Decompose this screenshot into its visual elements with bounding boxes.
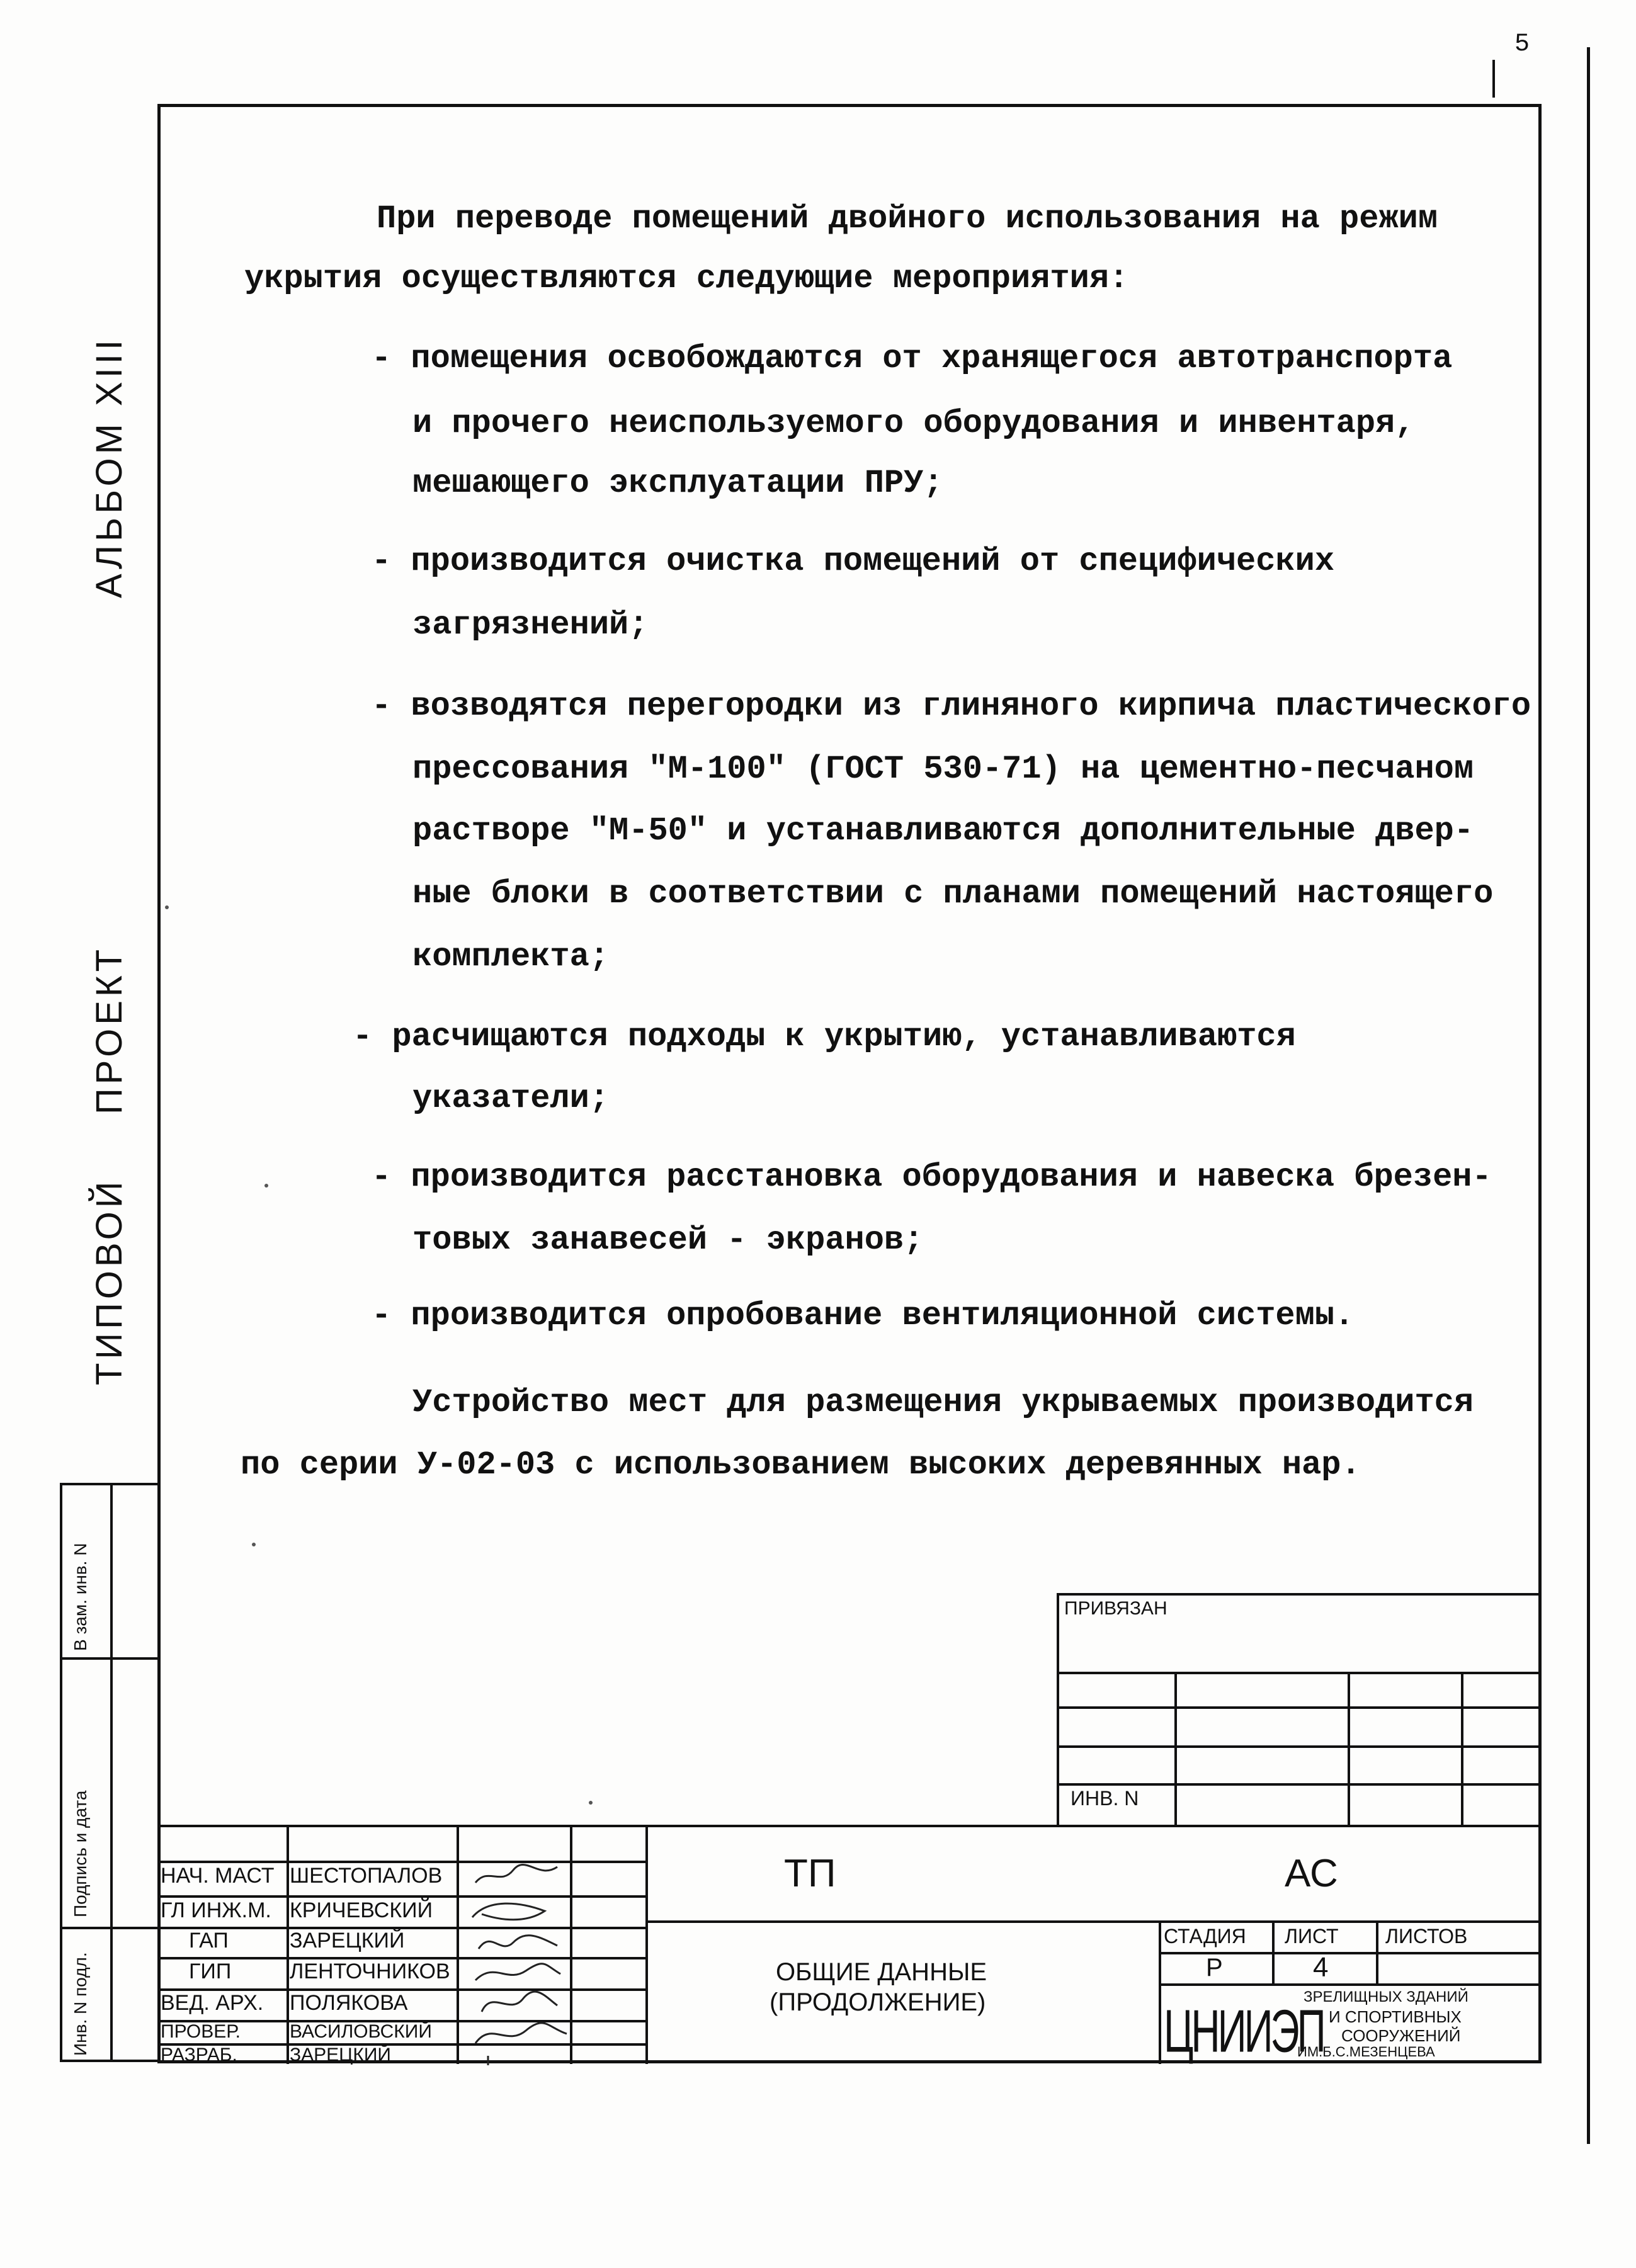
right-trim-line <box>1587 47 1590 2144</box>
name-cell: ЛЕНТОЧНИКОВ <box>290 1959 450 1983</box>
side-title-album: АЛЬБОМ XIII <box>89 336 130 598</box>
side-stamp-sign-date: Подпись и дата <box>71 1790 90 1917</box>
role-cell: ГИП <box>189 1959 232 1983</box>
side-stamp-divider <box>110 1483 113 2062</box>
role-cell: ПРОВЕР. <box>161 2021 241 2042</box>
privyazan-row <box>1057 1706 1542 1709</box>
name-cell: ВАСИЛОВСКИЙ <box>290 2021 432 2042</box>
side-title-project: ПРОЕКТ <box>89 945 130 1114</box>
org-logo: ЦНИИЭП <box>1164 1997 1324 2065</box>
privyazan-top-line <box>1057 1593 1542 1596</box>
privyazan-row <box>1057 1745 1542 1748</box>
privyazan-row <box>1057 1672 1542 1674</box>
titleblock-divider <box>645 1825 648 2064</box>
item2-line-1: - производится очистка помещений от специфических <box>372 543 1335 580</box>
org-line-3: СООРУЖЕНИЙ <box>1341 2026 1461 2045</box>
privyazan-col <box>1174 1672 1177 1826</box>
side-stamp-row-line <box>60 1657 161 1660</box>
item1-line-1: - помещения освобождаются от хранящегося автотранспорта <box>372 340 1453 377</box>
sheet-frame <box>157 104 1542 2063</box>
stage-row-line <box>1159 1983 1542 1986</box>
role-cell: РАЗРАБ. <box>161 2044 237 2065</box>
sheet-value: 4 <box>1313 1952 1329 1983</box>
scan-dot <box>252 1543 256 1546</box>
org-line-2: И СПОРТИВНЫХ <box>1329 2007 1462 2026</box>
side-stamp-inv-repl: В зам. инв. N <box>71 1543 90 1651</box>
name-cell: ПОЛЯКОВА <box>290 1991 408 2015</box>
org-line-1: ЗРЕЛИЩНЫХ ЗДАНИЙ <box>1304 1988 1468 2005</box>
intro-line-1: При переводе помещений двойного использования на режим <box>377 200 1438 237</box>
item3-line-4: ные блоки в соответствии с планами помещений настоящего <box>412 875 1494 912</box>
item5-line-2: товых занавесей - экранов; <box>412 1222 924 1259</box>
role-cell: ГЛ ИНЖ.М. <box>161 1898 271 1922</box>
item3-line-2: прессования "М-100" (ГОСТ 530-71) на цементно-песчаном <box>412 751 1474 788</box>
item4-line-2: указатели; <box>412 1080 610 1117</box>
album-code: АС <box>1285 1852 1338 1895</box>
side-stamp-row-line <box>60 1927 161 1929</box>
privyazan-row <box>1057 1783 1542 1786</box>
item1-line-2: и прочего неиспользуемого оборудования и инвентаря, <box>412 405 1415 442</box>
roles-row <box>157 1895 645 1898</box>
item2-line-2: загрязнений; <box>412 606 649 644</box>
item5-line-1: - производится расстановка оборудования и навеска брезен- <box>372 1159 1492 1196</box>
name-cell: КРИЧЕВСКИЙ <box>290 1898 433 1922</box>
privyazan-col <box>1348 1672 1350 1826</box>
scan-dot <box>589 1801 593 1805</box>
privyazan-label: ПРИВЯЗАН <box>1064 1598 1167 1619</box>
role-cell: ГАП <box>189 1929 229 1953</box>
scan-dot <box>264 1184 268 1188</box>
scan-dot <box>165 905 169 909</box>
name-cell: ЗАРЕЦКИЙ <box>290 1929 405 1953</box>
item4-line-1: - расчищаются подходы к укрытию, устанавливаются <box>353 1018 1296 1055</box>
role-cell: НАЧ. МАСТ <box>161 1864 275 1888</box>
item3-line-1: - возводятся перегородки из глиняного кирпича пластического <box>372 688 1531 725</box>
sheet-label: ЛИСТ <box>1285 1925 1339 1948</box>
item3-line-5: комплекта; <box>412 938 610 975</box>
project-code: ТП <box>784 1852 836 1895</box>
stage-col-line <box>1159 1920 1161 2064</box>
privyazan-col <box>1461 1672 1463 1826</box>
page-number: 5 <box>1514 30 1530 59</box>
item3-line-3: растворе "М-50" и устанавливаются дополнительные двер- <box>412 812 1474 849</box>
name-cell: ШЕСТОПАЛОВ <box>290 1864 443 1888</box>
inv-label: ИНВ. N <box>1071 1787 1139 1810</box>
role-cell: ВЕД. АРХ. <box>161 1991 264 2015</box>
stage-label: СТАДИЯ <box>1164 1925 1246 1948</box>
sheet-title-line-2: (ПРОДОЛЖЕНИЕ) <box>770 1988 986 2016</box>
roles-row <box>157 1861 645 1863</box>
page-number-tick <box>1492 60 1495 98</box>
item1-line-3: мешающего эксплуатации ПРУ; <box>412 465 943 502</box>
org-line-4: ИМ.Б.С.МЕЗЕНЦЕВА <box>1297 2044 1435 2060</box>
side-title-typical: ТИПОВОЙ <box>89 1177 130 1385</box>
sheets-label: ЛИСТОВ <box>1385 1925 1468 1948</box>
name-cell: ЗАРЕЦКИЙ <box>290 2044 391 2065</box>
outro-line-2: по серии У-02-03 с использованием высоких деревянных нар. <box>241 1446 1361 1483</box>
intro-line-2: укрытия осуществляются следующие мероприятия: <box>244 260 1129 297</box>
outro-line-1: Устройство мест для размещения укрываемых производится <box>412 1384 1474 1421</box>
titleblock-mid-line <box>645 1920 1542 1923</box>
item6-line-1: - производится опробование вентиляционной системы. <box>372 1297 1355 1334</box>
signatures-image <box>463 1854 570 2068</box>
side-stamp-inv-orig: Инв. N подл. <box>71 1952 90 2056</box>
sheet-title-line-1: ОБЩИЕ ДАННЫЕ <box>776 1958 987 1986</box>
privyazan-left-line <box>1057 1593 1059 1826</box>
stage-value: Р <box>1206 1954 1223 1982</box>
titleblock-top-line <box>157 1825 1542 1827</box>
